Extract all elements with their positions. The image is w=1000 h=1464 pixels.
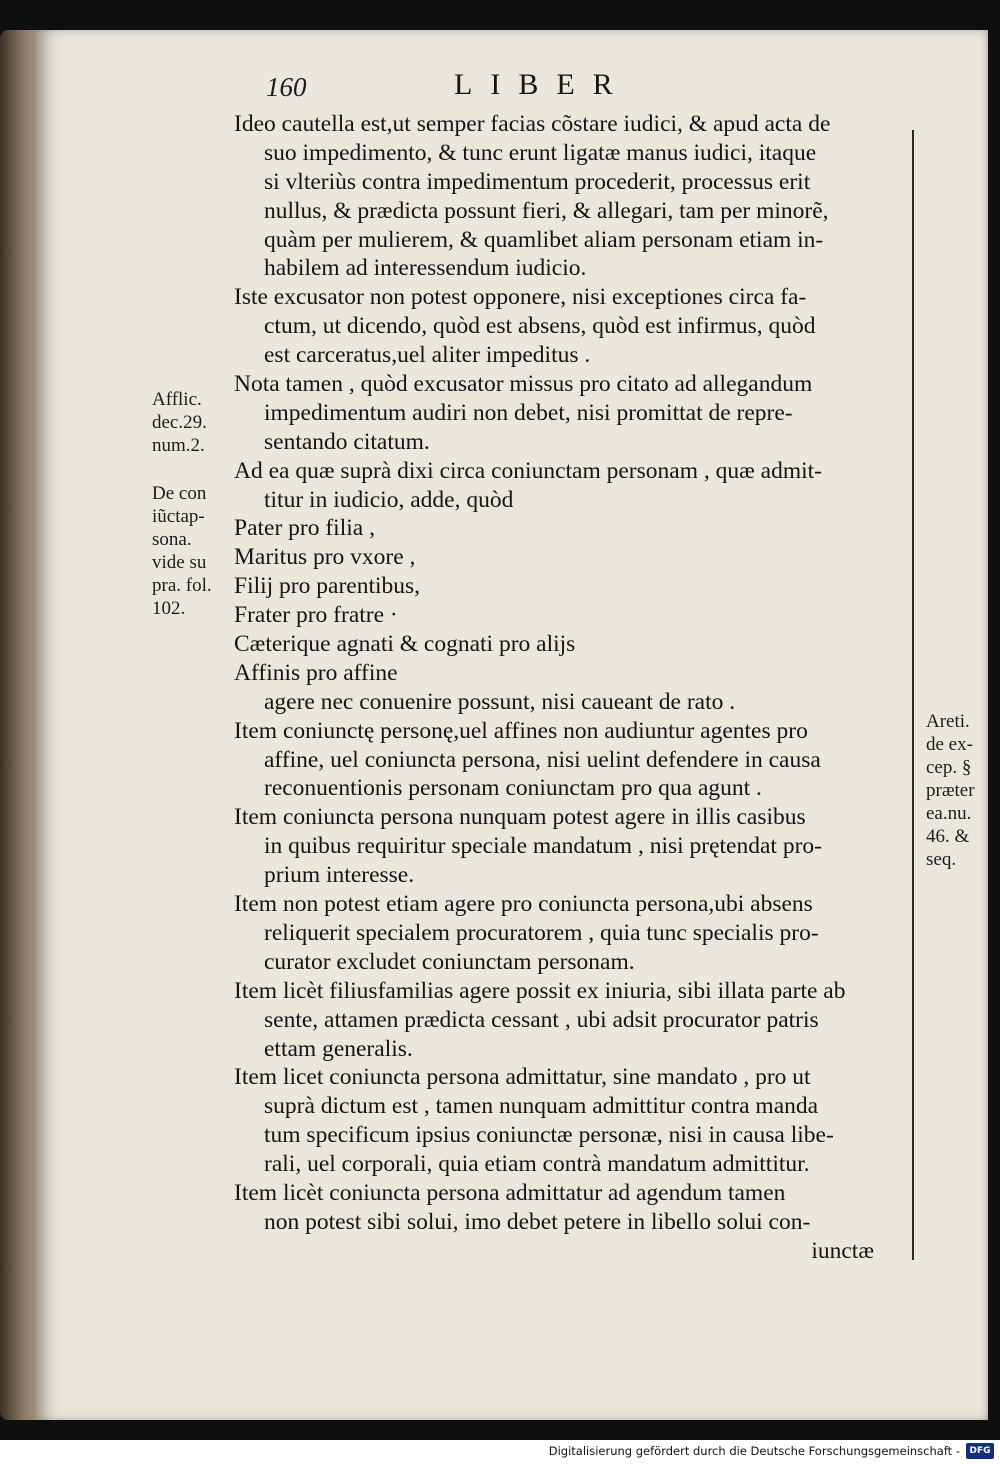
- text-line: sente, attamen prædicta cessant , ubi adsit procurator patris: [264, 1006, 819, 1033]
- text-line: Iste excusator non potest opponere, nisi exceptiones circa fa-: [234, 284, 807, 311]
- digitization-footer: [0, 1440, 1000, 1464]
- text-line: suprà dictum est , tamen nunquam admittitur contra manda: [264, 1093, 819, 1120]
- text-line: impedimentum audiri non debet, nisi promittat de repre-: [264, 399, 793, 426]
- text-line: ctum, ut dicendo, quòd est absens, quòd est infirmus, quòd: [264, 313, 816, 340]
- text-line: ettam generalis.: [264, 1035, 413, 1062]
- text-line: Item coniuncta persona nunquam potest agere in illis casibus: [234, 804, 806, 831]
- catchword: iunctæ: [811, 1237, 874, 1264]
- book-board-edge: [0, 30, 40, 1420]
- text-line: curator excludet coniunctam personam.: [264, 948, 635, 975]
- running-title: LIBER: [454, 68, 631, 101]
- text-line: Item licèt coniuncta persona admittatur ad agendum tamen: [234, 1179, 786, 1206]
- page-number: 160: [266, 72, 307, 102]
- text-line: tum specificum ipsius coniunctæ personæ, nisi in causa libe-: [264, 1122, 834, 1149]
- text-line: affine, uel coniuncta persona, nisi uelint defendere in causa: [264, 746, 821, 773]
- text-line: reliquerit specialem procuratorem , quia tunc specialis pro-: [264, 919, 819, 946]
- margin-note-areti: Areti. de ex- cep. § præter ea.nu. 46. & seq.: [926, 711, 975, 870]
- main-text-block: [234, 110, 914, 1266]
- text-line: Item licèt filiusfamilias agere possit ex iniuria, sibi illata parte ab: [234, 977, 846, 1004]
- text-line: nullus, & prædicta possunt fieri, & allegari, tam per minorẽ,: [264, 197, 829, 224]
- text-line: Ideo cautella est,ut semper facias cõstare iudici, & apud acta de: [234, 111, 831, 137]
- text-line: quàm per mulierem, & quamlibet aliam personam etiam in-: [264, 226, 824, 253]
- text-line: titur in iudicio, adde, quòd: [264, 486, 514, 513]
- margin-note-afflic: Afflic. dec.29. num.2.: [152, 389, 207, 456]
- text-line: si vlteriùs contra impedimentum procederit, processus erit: [264, 168, 811, 195]
- text-line: Maritus pro vxore ,: [234, 544, 416, 571]
- text-line: prium interesse.: [264, 862, 415, 889]
- text-line: est carceratus,uel aliter impeditus .: [264, 342, 591, 369]
- text-line: Affinis pro affine: [234, 659, 398, 686]
- text-line: Ad ea quæ suprà dixi circa coniunctam personam , quæ admit-: [234, 457, 822, 484]
- text-line: Item coniunctę personę,uel affines non audiuntur agentes pro: [234, 717, 808, 744]
- text-line: rali, uel corporali, quia etiam contrà mandatum admittitur.: [264, 1151, 810, 1178]
- text-line: suo impedimento, & tunc erunt ligatæ manus iudici, itaque: [264, 139, 817, 166]
- text-line: agere nec conuenire possunt, nisi caueant de rato .: [264, 688, 736, 715]
- text-line: Frater pro fratre ·: [234, 602, 398, 629]
- text-line: habilem ad interessendum iudicio.: [264, 255, 587, 282]
- text-line: reconuentionis personam coniunctam pro qua agunt .: [264, 775, 762, 802]
- text-line: Nota tamen , quòd excusator missus pro citato ad allegandum: [234, 371, 813, 398]
- funding-notice: Digitalisierung gefördert durch die Deutsche Forschungsgemeinschaft -: [548, 1444, 960, 1458]
- book-page: [36, 30, 988, 1420]
- text-line: sentando citatum.: [264, 428, 430, 455]
- text-line: in quibus requiritur speciale mandatum , nisi prętendat pro-: [264, 833, 822, 860]
- text-line: Item non potest etiam agere pro coniuncta persona,ubi absens: [234, 891, 813, 918]
- text-line: Pater pro filia ,: [234, 515, 375, 542]
- text-line: Item licet coniuncta persona admittatur, sine mandato , pro ut: [234, 1064, 811, 1091]
- text-line: non potest sibi solui, imo debet petere in libello solui con-: [264, 1208, 811, 1235]
- text-line: Cæterique agnati & cognati pro alijs: [234, 631, 576, 658]
- text-line: Filij pro parentibus,: [234, 573, 421, 600]
- margin-note-coniuncta-persona: De con iũctap- sona. vide su pra. fol. 102.: [152, 483, 212, 619]
- margin-rule-line: [912, 130, 914, 1260]
- dfg-logo-icon: DFG: [966, 1443, 994, 1459]
